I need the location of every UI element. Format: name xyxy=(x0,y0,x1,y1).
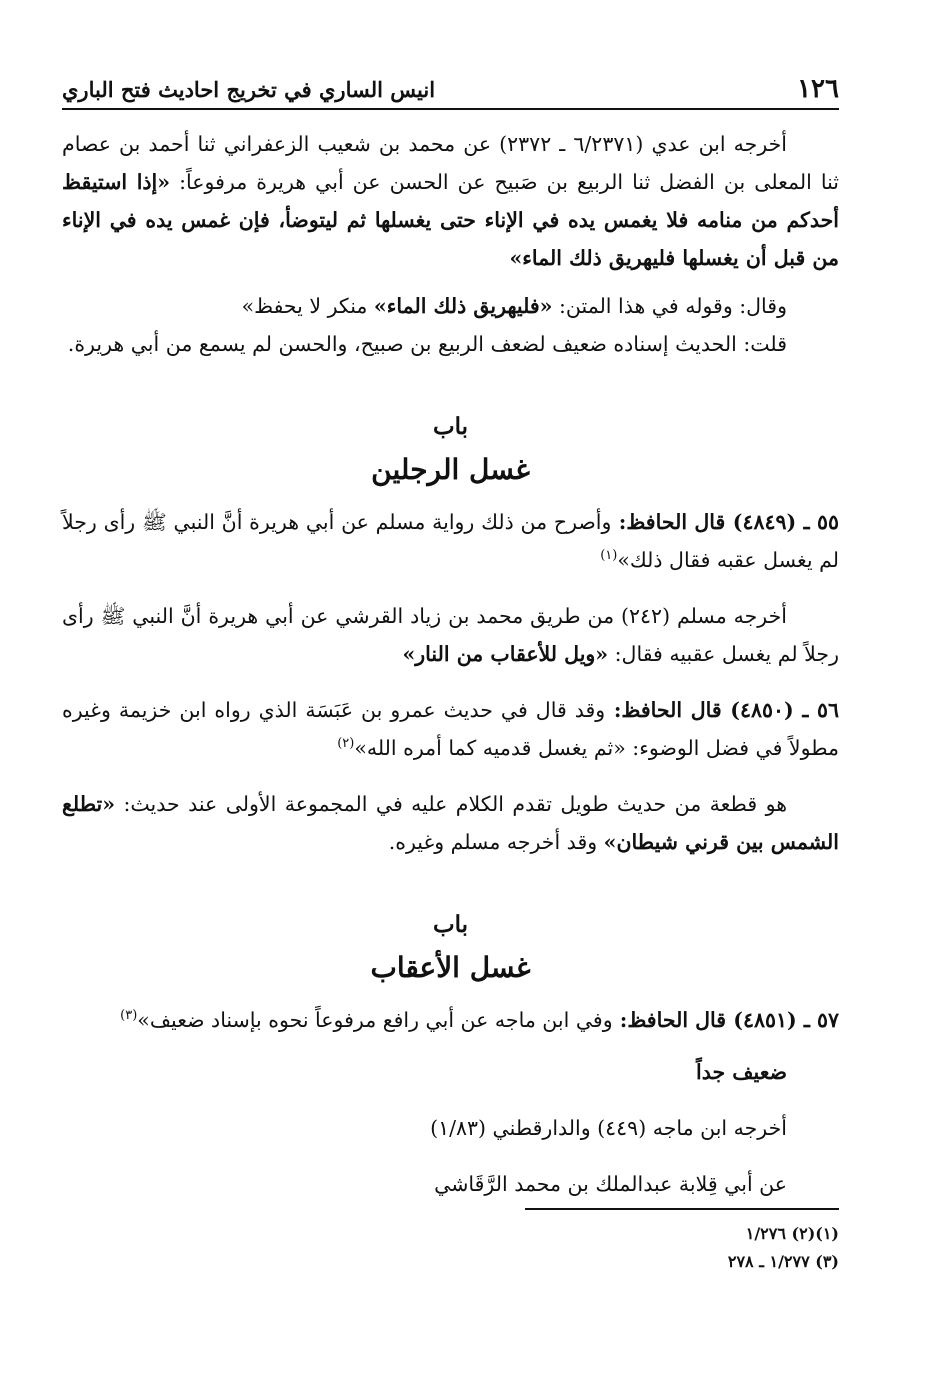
hadith-text: وأصرح من ذلك رواية مسلم عن أبي هريرة أنَّ النبي ﷺ رأى رجلاً لم يغسل عقبه فقال ذلك» xyxy=(62,510,839,572)
hadith-grade: ضعيف جداً xyxy=(696,1060,787,1084)
chapter-label: باب xyxy=(432,911,469,938)
hadith-entry xyxy=(62,503,839,579)
quoted-phrase: «فليهريق ذلك الماء» xyxy=(373,294,553,318)
footnote-ref: (٣) xyxy=(120,1008,138,1024)
takhrij-line: أخرجه ابن ماجه (٤٤٩) والدارقطني (١/٨٣) xyxy=(430,1116,787,1140)
hadith-quote: «ويل للأعقاب من النار» xyxy=(402,642,609,666)
chapter-heading xyxy=(62,407,839,493)
hadith-number: ٥٦ ـ (٤٨٥٠) قال الحافظ: xyxy=(605,698,839,722)
hadith-text: وقد قال في حديث عمرو بن عَبَسَة الذي رواه ابن خزيمة وغيره مطولاً في فضل الوضوء: «ثم يغسل قدميه كما أمره الله» xyxy=(62,698,839,760)
hadith-quote: «تطلع الشمس بين قرني شيطان» xyxy=(62,792,839,854)
hadith-number: ٥٥ ـ (٤٨٤٩) قال الحافظ: xyxy=(611,510,839,534)
hadith-quote: «إذا استيقظ أحدكم من منامه فلا يغمس يده في الإناء حتى يغسلها ثم ليتوضأ، فإن غمس يده في الإناء من قبل أن يغسلها فليهريق ذلك الماء» xyxy=(62,170,839,270)
page-number: ١٢٦ xyxy=(797,74,839,104)
page-body xyxy=(62,125,839,1207)
takhrij-paragraph: أخرجه مسلم (٢٤٢) من طريق محمد بن زياد القرشي عن أبي هريرة أنَّ النبي ﷺ رأى رجلاً لم يغسل عقبيه فقال: «ويل للأعقاب من النار» xyxy=(62,604,839,666)
page-header xyxy=(62,68,839,110)
hadith-entry xyxy=(62,1001,839,1039)
ibn-adi-comment: وقال: وقوله في هذا المتن: «فليهريق ذلك الماء» منكر لا يحفظ» xyxy=(241,294,787,318)
author-verdict: قلت: الحديث إسناده ضعيف لضعف الربيع بن صبيح، والحسن لم يسمع من أبي هريرة. xyxy=(67,332,787,356)
running-title: انيس الساري في تخريج احاديث فتح الباري xyxy=(62,77,436,102)
hadith-number: ٥٧ ـ (٤٨٥١) قال الحافظ: xyxy=(612,1008,839,1032)
isnad-line: عن أبي قِلابة عبدالملك بن محمد الرَّقَاشي xyxy=(434,1172,787,1196)
takhrij-paragraph: هو قطعة من حديث طويل تقدم الكلام عليه في المجموعة الأولى عند حديث: «تطلع الشمس بين قرني شيطان» وقد أخرجه مسلم وغيره. xyxy=(62,792,839,854)
footnote-1-2: (١)(٢) ١/٢٧٦ xyxy=(745,1224,839,1243)
hadith-entry xyxy=(62,691,839,767)
footnote-3: (٣) ١/٢٧٧ ـ ٢٧٨ xyxy=(727,1252,839,1271)
chapter-label: باب xyxy=(432,413,469,440)
chapter-heading xyxy=(62,905,839,991)
chapter-title: غسل الأعقاب xyxy=(370,951,531,984)
takhrij-paragraph xyxy=(62,125,839,277)
footnote-ref: (٢) xyxy=(337,736,355,752)
takhrij-text: أخرجه ابن عدي (٦/٢٣٧١ ـ ٢٣٧٢) عن محمد بن شعيب الزعفراني ثنا أحمد بن عصام ثنا المعلى بن الفضل ثنا الربيع بن صَبيح عن الحسن عن أبي هريرة مرفوعاً: xyxy=(62,132,839,194)
footnote-ref: (١) xyxy=(600,548,618,564)
chapter-title: غسل الرجلين xyxy=(371,453,530,486)
footnotes xyxy=(525,1208,839,1276)
hadith-text: وفي ابن ماجه عن أبي رافع مرفوعاً نحوه بإسناد ضعيف» xyxy=(137,1008,613,1032)
